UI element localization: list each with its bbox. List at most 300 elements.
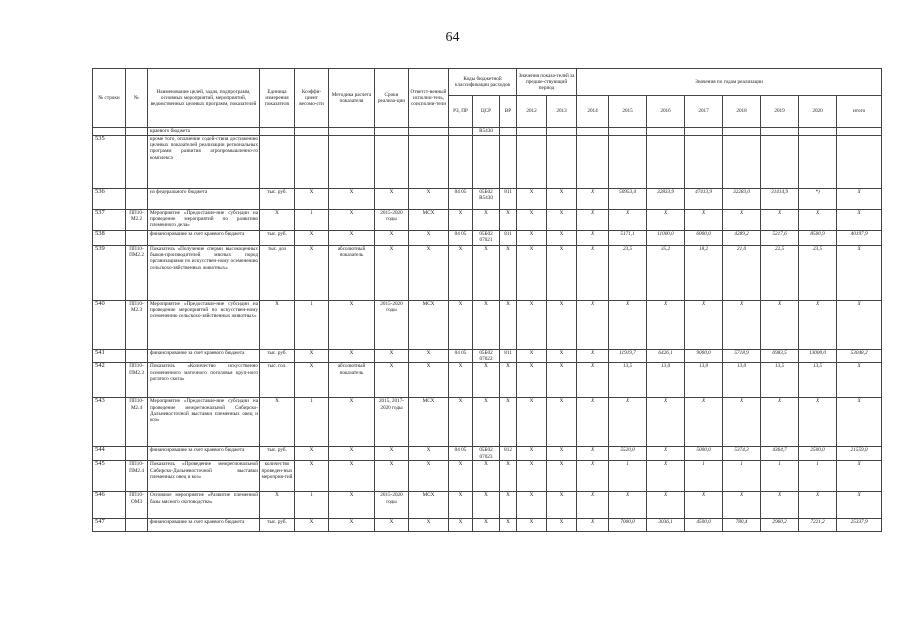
row-code xyxy=(126,136,148,189)
table-row xyxy=(93,210,882,231)
row-2020: 8500,9 xyxy=(799,231,837,246)
row-kbk-rz: Х xyxy=(449,398,473,447)
row-2014: Х xyxy=(577,210,609,231)
header-2015: 2015 xyxy=(609,96,647,128)
row-unit: тыс. руб. xyxy=(260,189,295,210)
row-code xyxy=(126,128,148,136)
row-2017: Х xyxy=(685,301,723,350)
row-2017: 6000,0 xyxy=(685,231,723,246)
row-total: Х xyxy=(837,246,882,301)
table-row xyxy=(93,128,882,136)
row-kbk-rz: Х xyxy=(449,363,473,398)
row-2019: 13,5 xyxy=(761,363,799,398)
header-total: итого xyxy=(837,96,882,128)
row-number: 542 xyxy=(93,363,126,398)
row-name: Показатель «Количество искусственно осемененного маточного поголовья круп-ного рогатого скота» xyxy=(148,363,260,398)
row-code xyxy=(126,189,148,210)
row-2019: 5217,6 xyxy=(761,231,799,246)
row-2018: Х xyxy=(723,301,761,350)
header-kbk-rz: РЗ, ПР xyxy=(449,96,473,128)
row-kbk-vr xyxy=(500,136,517,189)
row-2016: Х xyxy=(647,461,685,492)
row-2017: 18,2 xyxy=(685,246,723,301)
row-kbk-vr: Х xyxy=(500,519,517,532)
row-term xyxy=(375,136,409,189)
row-executor xyxy=(409,136,449,189)
row-method: Х xyxy=(329,461,375,492)
row-2016: 32833,9 xyxy=(647,189,685,210)
row-2019: 2960,2 xyxy=(761,519,799,532)
row-total xyxy=(837,136,882,189)
row-kbk-rz: Х xyxy=(449,301,473,350)
row-total: Х xyxy=(837,492,882,519)
table-row xyxy=(93,136,882,189)
header-2017: 2017 xyxy=(685,96,723,128)
row-2018: 780,4 xyxy=(723,519,761,532)
row-executor: МСХ xyxy=(409,398,449,447)
row-kbk-csr: Х xyxy=(473,246,500,301)
row-2020: Х xyxy=(799,301,837,350)
header-2019: 2019 xyxy=(761,96,799,128)
row-2018 xyxy=(723,136,761,189)
row-kbk-vr: Х xyxy=(500,398,517,447)
row-coefficient: Х xyxy=(295,447,329,461)
row-total: 53048,2 xyxy=(837,350,882,363)
row-coefficient: Х xyxy=(295,231,329,246)
row-2020: Х xyxy=(799,492,837,519)
row-unit: тыс. руб. xyxy=(260,231,295,246)
row-term: Х xyxy=(375,231,409,246)
table-row xyxy=(93,246,882,301)
row-executor: Х xyxy=(409,447,449,461)
row-kbk-csr: 05Б02 07022 xyxy=(473,350,500,363)
row-term: Х xyxy=(375,246,409,301)
header-method: Методика расчета показателя xyxy=(329,69,375,128)
row-2020 xyxy=(799,136,837,189)
row-kbk-rz: 04 05 xyxy=(449,231,473,246)
row-2016: Х xyxy=(647,447,685,461)
row-2013: Х xyxy=(547,398,577,447)
row-2019: 4364,7 xyxy=(761,447,799,461)
row-2017: 4500,0 xyxy=(685,519,723,532)
row-code xyxy=(126,350,148,363)
row-kbk-csr: Х xyxy=(473,492,500,519)
row-2013: Х xyxy=(547,301,577,350)
row-kbk-csr: Х xyxy=(473,363,500,398)
row-name: финансирование за счет краевого бюджета xyxy=(148,350,260,363)
header-2012: 2012 xyxy=(517,96,547,128)
row-name: финансирование за счет краевого бюджета xyxy=(148,519,260,532)
row-unit: тыс. руб. xyxy=(260,447,295,461)
row-method: Х xyxy=(329,447,375,461)
row-kbk-vr: Х xyxy=(500,246,517,301)
row-2012 xyxy=(517,136,547,189)
row-code: ПП10-М2.4 xyxy=(126,398,148,447)
row-2016: Х xyxy=(647,398,685,447)
row-number: 539 xyxy=(93,246,126,301)
row-kbk-csr: Х xyxy=(473,519,500,532)
row-name: Мероприятие «Предоставле-ние субсидии на проведение мероприятий по искусствен-ному осеменению сельскохо-зяйственных животных» xyxy=(148,301,260,350)
row-2013: Х xyxy=(547,189,577,210)
row-code: ПП10-ОМ3 xyxy=(126,492,148,519)
header-kbk-vr: ВР xyxy=(500,96,517,128)
header-2016: 2016 xyxy=(647,96,685,128)
row-method: Х xyxy=(329,519,375,532)
row-name: Основное мероприятие «Развитие племенной базы мясного скотоводства» xyxy=(148,492,260,519)
row-2020: 2500,0 xyxy=(799,447,837,461)
row-method: Х xyxy=(329,210,375,231)
row-unit: Х xyxy=(260,398,295,447)
row-2018: 32283,0 xyxy=(723,189,761,210)
row-2013: Х xyxy=(547,350,577,363)
row-2014: Х xyxy=(577,398,609,447)
row-kbk-rz: 04 05 xyxy=(449,189,473,210)
row-executor: Х xyxy=(409,350,449,363)
row-number: 537 xyxy=(93,210,126,231)
row-2018: Х xyxy=(723,210,761,231)
row-2013: Х xyxy=(547,210,577,231)
row-2020 xyxy=(799,128,837,136)
row-number xyxy=(93,128,126,136)
row-2018: Х xyxy=(723,492,761,519)
row-2012: Х xyxy=(517,231,547,246)
row-executor: МСХ xyxy=(409,492,449,519)
row-kbk-csr: 05Б02 07023 xyxy=(473,447,500,461)
row-2014: Х xyxy=(577,301,609,350)
row-number: 541 xyxy=(93,350,126,363)
row-2012: Х xyxy=(517,350,547,363)
row-name: Показатель «Получение сперми высокоценных быков-производителей мясных пород организациями по искусствен-ному осеменению сельскохо-зяйственных животных» xyxy=(148,246,260,301)
table-row xyxy=(93,461,882,492)
row-2014: Х xyxy=(577,189,609,210)
row-coefficient: Х xyxy=(295,246,329,301)
row-2016: Х xyxy=(647,301,685,350)
row-kbk-rz: Х xyxy=(449,461,473,492)
row-kbk-vr: Х xyxy=(500,492,517,519)
table-row xyxy=(93,189,882,210)
row-2019 xyxy=(761,128,799,136)
row-2018: 4289,2 xyxy=(723,231,761,246)
row-number: 546 xyxy=(93,492,126,519)
row-unit: количество проведен-ных мероприя-тий xyxy=(260,461,295,492)
row-2015 xyxy=(609,136,647,189)
row-number: 536 xyxy=(93,189,126,210)
row-kbk-vr: 811 xyxy=(500,189,517,210)
row-2017: 1 xyxy=(685,461,723,492)
row-kbk-vr: Х xyxy=(500,363,517,398)
row-coefficient xyxy=(295,136,329,189)
header-kbk-csr: ЦСР xyxy=(473,96,500,128)
row-2014 xyxy=(577,128,609,136)
row-total: Х xyxy=(837,301,882,350)
row-name: кроме того, оплачение содей-ствия достижению целевых показателей реализации региональных программ развития агропромышленно-го комплекса xyxy=(148,136,260,189)
row-term: 2015-2020 годы xyxy=(375,301,409,350)
row-coefficient: Х xyxy=(295,363,329,398)
row-2016: 3036,1 xyxy=(647,519,685,532)
row-method: Х xyxy=(329,398,375,447)
row-coefficient xyxy=(295,128,329,136)
row-coefficient: Х xyxy=(295,519,329,532)
row-executor: МСХ xyxy=(409,210,449,231)
row-coefficient: Х xyxy=(295,461,329,492)
row-total: Х xyxy=(837,461,882,492)
row-total: 25337,9 xyxy=(837,519,882,532)
row-2017 xyxy=(685,128,723,136)
row-2014: Х xyxy=(577,350,609,363)
row-2017: Х xyxy=(685,398,723,447)
row-executor: Х xyxy=(409,246,449,301)
row-2020: 13,5 xyxy=(799,363,837,398)
header-prev-period: Значения показа-телей за предше-ствующий период xyxy=(517,69,577,96)
row-total xyxy=(837,128,882,136)
row-term: 2015, 2017-2020 годы xyxy=(375,398,409,447)
header-2014: 2014 xyxy=(577,96,609,128)
row-unit: тыс. руб. xyxy=(260,350,295,363)
row-code xyxy=(126,519,148,532)
row-total: 21559,0 xyxy=(837,447,882,461)
row-2019 xyxy=(761,136,799,189)
row-2019: Х xyxy=(761,301,799,350)
row-2015: Х xyxy=(609,398,647,447)
row-term: 2015-2020 годы xyxy=(375,492,409,519)
row-name: из федерального бюджета xyxy=(148,189,260,210)
row-2020: 23,5 xyxy=(799,246,837,301)
row-2019: Х xyxy=(761,210,799,231)
row-2012: Х xyxy=(517,461,547,492)
row-2017: 9000,0 xyxy=(685,350,723,363)
row-kbk-csr: Х xyxy=(473,398,500,447)
row-code: ПП10-ПМ2.2 xyxy=(126,246,148,301)
row-coefficient: 1 xyxy=(295,398,329,447)
row-method: абсолютный показатель xyxy=(329,363,375,398)
header-coefficient: Коэффи-циент весомо-сти xyxy=(295,69,329,128)
row-2013: Х xyxy=(547,246,577,301)
header-2020: 2020 xyxy=(799,96,837,128)
row-unit: Х xyxy=(260,301,295,350)
row-executor: МСХ xyxy=(409,301,449,350)
row-2013: Х xyxy=(547,447,577,461)
row-coefficient: Х xyxy=(295,350,329,363)
row-2014: Х xyxy=(577,461,609,492)
row-2015: 5520,0 xyxy=(609,447,647,461)
row-name: финансирование за счет краевого бюджета xyxy=(148,447,260,461)
row-kbk-csr: Х xyxy=(473,301,500,350)
row-executor: Х xyxy=(409,461,449,492)
row-kbk-rz xyxy=(449,128,473,136)
row-2018 xyxy=(723,128,761,136)
row-method xyxy=(329,128,375,136)
row-2020: Х xyxy=(799,398,837,447)
row-kbk-vr xyxy=(500,128,517,136)
row-method: Х xyxy=(329,189,375,210)
row-term: Х xyxy=(375,461,409,492)
row-term: Х xyxy=(375,350,409,363)
row-kbk-csr: Х xyxy=(473,210,500,231)
row-unit xyxy=(260,128,295,136)
row-method: Х xyxy=(329,492,375,519)
row-kbk-vr: 811 xyxy=(500,350,517,363)
row-2013: Х xyxy=(547,492,577,519)
row-kbk-rz: Х xyxy=(449,492,473,519)
row-2017: Х xyxy=(685,210,723,231)
row-2014: Х xyxy=(577,492,609,519)
row-code xyxy=(126,231,148,246)
row-2018: Х xyxy=(723,398,761,447)
header-unit: Единица измерения показателя xyxy=(260,69,295,128)
row-2015: Х xyxy=(609,210,647,231)
row-term: Х xyxy=(375,363,409,398)
row-executor: Х xyxy=(409,189,449,210)
row-kbk-vr: Х xyxy=(500,461,517,492)
row-2013: Х xyxy=(547,231,577,246)
row-kbk-csr: R5430 xyxy=(473,128,500,136)
row-2020: Х xyxy=(799,210,837,231)
row-2012 xyxy=(517,128,547,136)
row-2015: Х xyxy=(609,301,647,350)
row-total: Х xyxy=(837,210,882,231)
row-unit: Х xyxy=(260,210,295,231)
table-row xyxy=(93,492,882,519)
row-2016: 6426,1 xyxy=(647,350,685,363)
row-2018: 21,0 xyxy=(723,246,761,301)
row-term: 2015-2020 годы xyxy=(375,210,409,231)
row-2020: 13000,0 xyxy=(799,350,837,363)
row-total: Х xyxy=(837,363,882,398)
budget-table xyxy=(92,68,882,532)
row-2016 xyxy=(647,136,685,189)
table-row xyxy=(93,398,882,447)
row-executor: Х xyxy=(409,519,449,532)
row-unit: Х xyxy=(260,492,295,519)
row-2019: Х xyxy=(761,492,799,519)
table-row xyxy=(93,231,882,246)
header-2013: 2013 xyxy=(547,96,577,128)
row-2012: Х xyxy=(517,447,547,461)
row-2016: 35,2 xyxy=(647,246,685,301)
row-2014 xyxy=(577,136,609,189)
row-2016: Х xyxy=(647,210,685,231)
row-2018: 13,0 xyxy=(723,363,761,398)
table-row xyxy=(93,519,882,532)
row-2013: Х xyxy=(547,363,577,398)
row-2019: Х xyxy=(761,398,799,447)
table-header xyxy=(93,69,882,128)
row-unit: тыс. гол. xyxy=(260,363,295,398)
row-kbk-vr: 812 xyxy=(500,447,517,461)
row-kbk-rz: Х xyxy=(449,210,473,231)
page-number: 64 xyxy=(445,30,460,45)
row-method: Х xyxy=(329,350,375,363)
row-2019: 31414,9 xyxy=(761,189,799,210)
row-name: краевого бюджета xyxy=(148,128,260,136)
row-term: Х xyxy=(375,447,409,461)
row-executor xyxy=(409,128,449,136)
row-code xyxy=(126,447,148,461)
row-2015 xyxy=(609,128,647,136)
table-row xyxy=(93,363,882,398)
row-2019: 22,5 xyxy=(761,246,799,301)
row-number: 538 xyxy=(93,231,126,246)
row-2012: Х xyxy=(517,398,547,447)
header-term: Сроки реализа-ции xyxy=(375,69,409,128)
row-2012: Х xyxy=(517,363,547,398)
header-executor: Ответст-венный исполни-тель, соисполни-тели xyxy=(409,69,449,128)
row-number: 535 xyxy=(93,136,126,189)
row-2013 xyxy=(547,128,577,136)
row-name: Мероприятие «Предоставле-ние субсидии на проведение мероприятий по развитию племенного дела» xyxy=(148,210,260,231)
row-2020: 1 xyxy=(799,461,837,492)
row-2017 xyxy=(685,136,723,189)
row-2018: 5374,3 xyxy=(723,447,761,461)
row-kbk-csr: Х xyxy=(473,461,500,492)
table-row xyxy=(93,350,882,363)
row-coefficient: 1 xyxy=(295,210,329,231)
row-2014: Х xyxy=(577,246,609,301)
row-2012: Х xyxy=(517,189,547,210)
row-number: 547 xyxy=(93,519,126,532)
row-2020: *) xyxy=(799,189,837,210)
row-coefficient: Х xyxy=(295,189,329,210)
row-kbk-rz: Х xyxy=(449,246,473,301)
row-kbk-csr xyxy=(473,136,500,189)
row-2017: Х xyxy=(685,492,723,519)
row-executor: Х xyxy=(409,363,449,398)
row-term: Х xyxy=(375,519,409,532)
row-name: Мероприятие «Предоставле-ние субсидии на проведение межрегиональной Сибирско-Дальневосточной выставки племенных овец и коз» xyxy=(148,398,260,447)
row-coefficient: 1 xyxy=(295,492,329,519)
row-2015: 11919,7 xyxy=(609,350,647,363)
row-total: Х xyxy=(837,189,882,210)
row-2019: 1 xyxy=(761,461,799,492)
row-method: Х xyxy=(329,301,375,350)
row-2019: 6983,5 xyxy=(761,350,799,363)
row-number: 540 xyxy=(93,301,126,350)
row-number: 545 xyxy=(93,461,126,492)
row-2014: Х xyxy=(577,447,609,461)
row-2016: 13,0 xyxy=(647,363,685,398)
row-term xyxy=(375,128,409,136)
row-kbk-rz xyxy=(449,136,473,189)
row-2015: 5171,1 xyxy=(609,231,647,246)
row-number: 543 xyxy=(93,398,126,447)
row-kbk-vr: 811 xyxy=(500,231,517,246)
header-row-number: № строки xyxy=(93,69,126,128)
header-kbk: Коды бюджетной классификации расходов xyxy=(449,69,517,96)
row-code: ПП10-ПМ2.3 xyxy=(126,363,148,398)
row-kbk-rz: 04 05 xyxy=(449,350,473,363)
header-code: № xyxy=(126,69,148,128)
row-kbk-vr: Х xyxy=(500,301,517,350)
row-unit: тыс. доз xyxy=(260,246,295,301)
row-2017: 47413,9 xyxy=(685,189,723,210)
row-2015: 23,5 xyxy=(609,246,647,301)
row-2015: 50953,4 xyxy=(609,189,647,210)
row-2014: Х xyxy=(577,231,609,246)
row-method: Х xyxy=(329,231,375,246)
row-2014: Х xyxy=(577,363,609,398)
row-2015: 13,5 xyxy=(609,363,647,398)
row-2013 xyxy=(547,136,577,189)
row-term: Х xyxy=(375,189,409,210)
table-row xyxy=(93,301,882,350)
row-2016: Х xyxy=(647,492,685,519)
row-number: 544 xyxy=(93,447,126,461)
row-2013: Х xyxy=(547,461,577,492)
row-2018: 1 xyxy=(723,461,761,492)
header-years: Значения по годам реализации xyxy=(577,69,882,96)
row-code: ПП10-ПМ2.4 xyxy=(126,461,148,492)
row-unit: тыс. руб. xyxy=(260,519,295,532)
